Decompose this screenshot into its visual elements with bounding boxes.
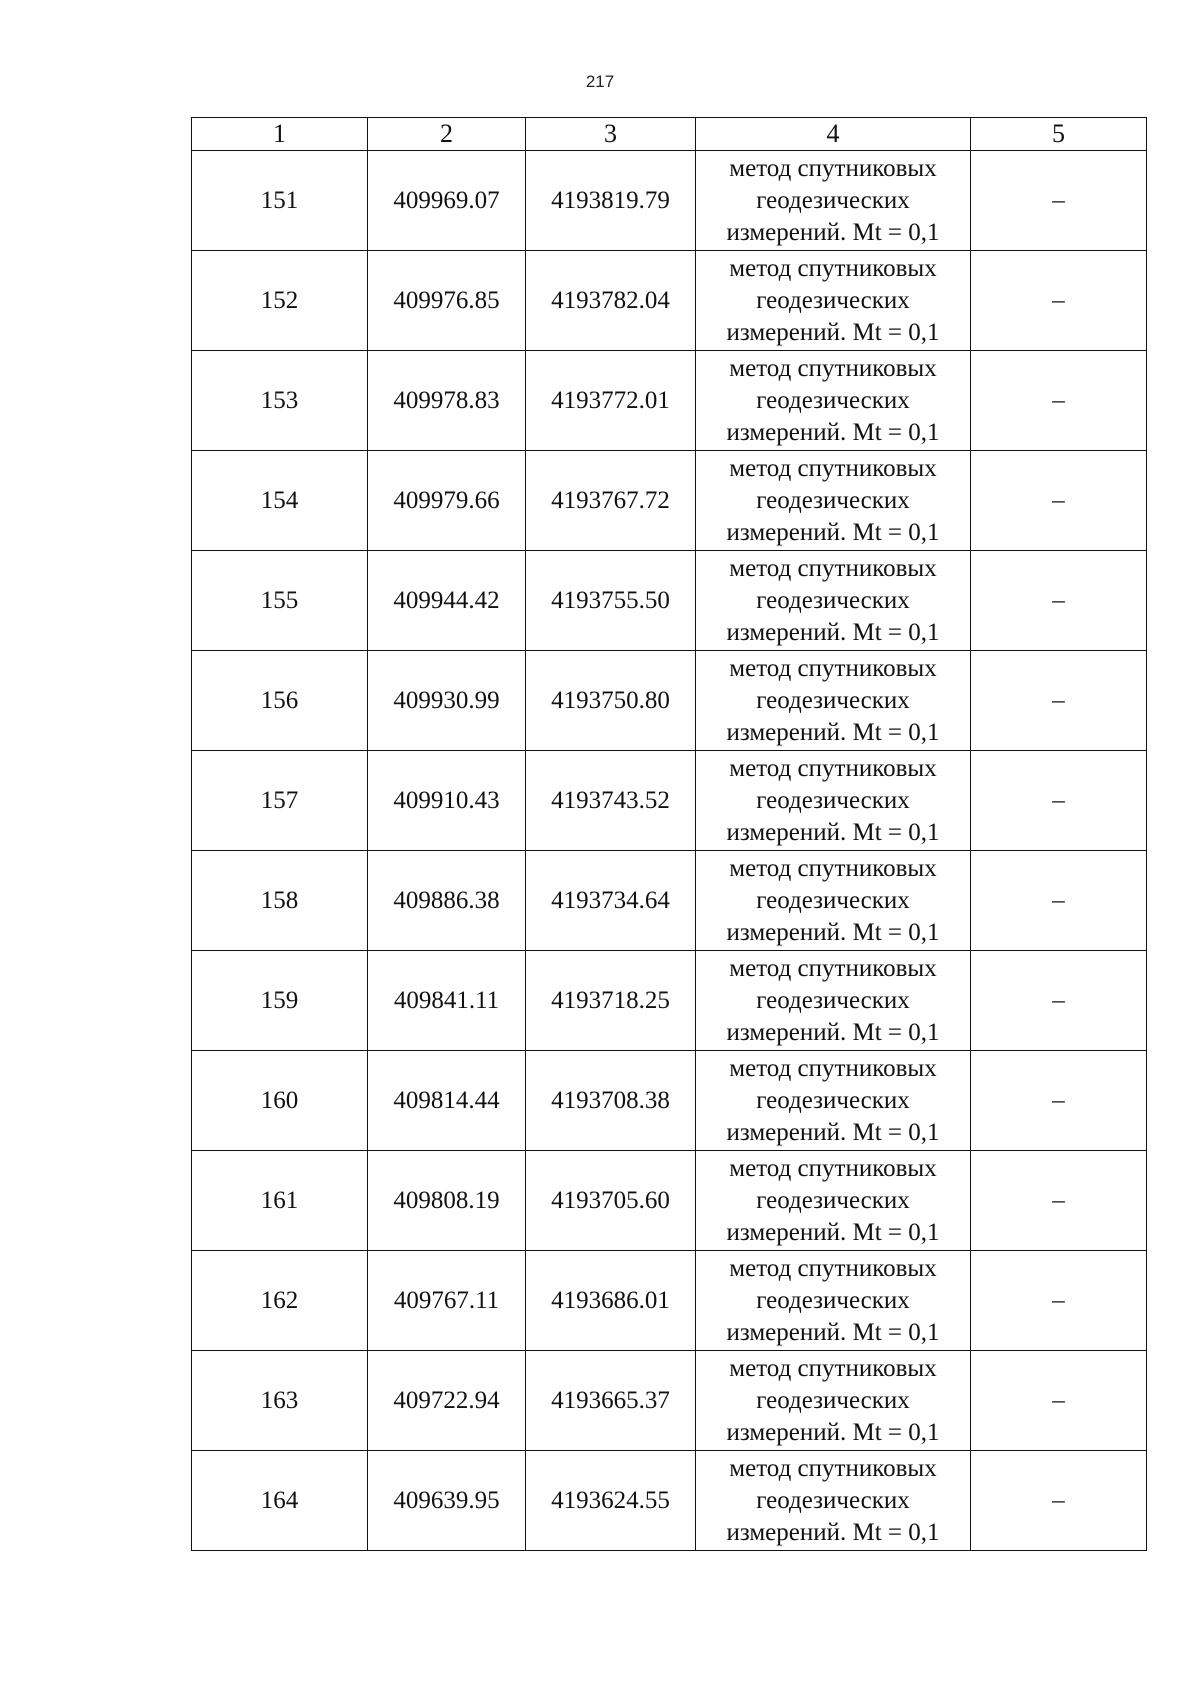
method-text-line1: метод спутниковых <box>729 254 937 282</box>
x-coordinate-cell: 409930.99 <box>368 651 526 751</box>
header-col-1: 1 <box>192 118 368 151</box>
table-row <box>192 451 1147 551</box>
x-coordinate-cell: 409979.66 <box>368 451 526 551</box>
col5-cell: – <box>971 1351 1147 1451</box>
point-number-cell: 155 <box>192 551 368 651</box>
x-coordinate-cell: 409639.95 <box>368 1451 526 1551</box>
method-text-line2: геодезических <box>756 1286 910 1314</box>
method-text-line1: метод спутниковых <box>729 1354 937 1382</box>
header-col-2: 2 <box>368 118 526 151</box>
table-row <box>192 951 1147 1051</box>
table-row <box>192 651 1147 751</box>
coordinates-table <box>191 117 1147 1551</box>
table-row <box>192 151 1147 251</box>
x-coordinate-cell: 409722.94 <box>368 1351 526 1451</box>
method-text-line3: измерений. Mt = 0,1 <box>726 1418 940 1446</box>
y-coordinate-cell: 4193819.79 <box>526 151 696 251</box>
method-text-line2: геодезических <box>756 286 910 314</box>
x-coordinate-cell: 409969.07 <box>368 151 526 251</box>
table-row <box>192 1451 1147 1551</box>
table-row <box>192 251 1147 351</box>
header-col-3: 3 <box>526 118 696 151</box>
method-text-line1: метод спутниковых <box>729 654 937 682</box>
col5-cell: – <box>971 251 1147 351</box>
method-text-line1: метод спутниковых <box>729 554 937 582</box>
method-cell <box>696 251 971 351</box>
method-cell <box>696 351 971 451</box>
method-text-line2: геодезических <box>756 1486 910 1514</box>
method-text-line3: измерений. Mt = 0,1 <box>726 718 940 746</box>
point-number-cell: 156 <box>192 651 368 751</box>
method-cell <box>696 1451 971 1551</box>
x-coordinate-cell: 409886.38 <box>368 851 526 951</box>
table-row <box>192 1251 1147 1351</box>
method-text-line1: метод спутниковых <box>729 454 937 482</box>
col5-cell: – <box>971 651 1147 751</box>
method-cell <box>696 1251 971 1351</box>
method-text-line1: метод спутниковых <box>729 1054 937 1082</box>
method-text-line1: метод спутниковых <box>729 854 937 882</box>
y-coordinate-cell: 4193734.64 <box>526 851 696 951</box>
method-text-line3: измерений. Mt = 0,1 <box>726 518 940 546</box>
method-text-line2: геодезических <box>756 186 910 214</box>
y-coordinate-cell: 4193718.25 <box>526 951 696 1051</box>
col5-cell: – <box>971 151 1147 251</box>
x-coordinate-cell: 409944.42 <box>368 551 526 651</box>
method-text-line3: измерений. Mt = 0,1 <box>726 818 940 846</box>
x-coordinate-cell: 409814.44 <box>368 1051 526 1151</box>
method-cell <box>696 1151 971 1251</box>
table-row <box>192 351 1147 451</box>
header-row <box>192 118 1147 151</box>
method-text-line2: геодезических <box>756 586 910 614</box>
point-number-cell: 164 <box>192 1451 368 1551</box>
point-number-cell: 158 <box>192 851 368 951</box>
method-cell <box>696 1351 971 1451</box>
method-cell <box>696 951 971 1051</box>
point-number-cell: 153 <box>192 351 368 451</box>
table-row <box>192 1051 1147 1151</box>
col5-cell: – <box>971 1451 1147 1551</box>
point-number-cell: 163 <box>192 1351 368 1451</box>
method-text-line2: геодезических <box>756 386 910 414</box>
y-coordinate-cell: 4193708.38 <box>526 1051 696 1151</box>
table-row <box>192 751 1147 851</box>
table-row <box>192 551 1147 651</box>
col5-cell: – <box>971 1251 1147 1351</box>
method-text-line2: геодезических <box>756 1386 910 1414</box>
col5-cell: – <box>971 551 1147 651</box>
table-row <box>192 1151 1147 1251</box>
method-text-line2: геодезических <box>756 986 910 1014</box>
point-number-cell: 157 <box>192 751 368 851</box>
col5-cell: – <box>971 951 1147 1051</box>
y-coordinate-cell: 4193772.01 <box>526 351 696 451</box>
method-text-line2: геодезических <box>756 886 910 914</box>
y-coordinate-cell: 4193767.72 <box>526 451 696 551</box>
method-cell <box>696 551 971 651</box>
point-number-cell: 162 <box>192 1251 368 1351</box>
page-number: 217 <box>585 72 615 91</box>
method-text-line2: геодезических <box>756 686 910 714</box>
point-number-cell: 160 <box>192 1051 368 1151</box>
col5-cell: – <box>971 1051 1147 1151</box>
method-text-line3: измерений. Mt = 0,1 <box>726 1218 940 1246</box>
method-text-line1: метод спутниковых <box>729 1154 937 1182</box>
x-coordinate-cell: 409808.19 <box>368 1151 526 1251</box>
method-text-line1: метод спутниковых <box>729 754 937 782</box>
col5-cell: – <box>971 851 1147 951</box>
method-text-line3: измерений. Mt = 0,1 <box>726 918 940 946</box>
method-text-line3: измерений. Mt = 0,1 <box>726 218 940 246</box>
method-text-line3: измерений. Mt = 0,1 <box>726 1018 940 1046</box>
col5-cell: – <box>971 1151 1147 1251</box>
table-row <box>192 851 1147 951</box>
x-coordinate-cell: 409767.11 <box>368 1251 526 1351</box>
y-coordinate-cell: 4193686.01 <box>526 1251 696 1351</box>
y-coordinate-cell: 4193782.04 <box>526 251 696 351</box>
method-text-line1: метод спутниковых <box>729 1454 937 1482</box>
method-cell <box>696 1051 971 1151</box>
point-number-cell: 154 <box>192 451 368 551</box>
x-coordinate-cell: 409910.43 <box>368 751 526 851</box>
table-body <box>192 151 1147 1551</box>
col5-cell: – <box>971 451 1147 551</box>
y-coordinate-cell: 4193665.37 <box>526 1351 696 1451</box>
method-text-line3: измерений. Mt = 0,1 <box>726 1518 940 1546</box>
col5-cell: – <box>971 351 1147 451</box>
method-text-line2: геодезических <box>756 786 910 814</box>
y-coordinate-cell: 4193705.60 <box>526 1151 696 1251</box>
col5-cell: – <box>971 751 1147 851</box>
method-text-line2: геодезических <box>756 1086 910 1114</box>
method-cell <box>696 151 971 251</box>
header-col-4: 4 <box>696 118 971 151</box>
method-cell <box>696 751 971 851</box>
y-coordinate-cell: 4193743.52 <box>526 751 696 851</box>
header-col-5: 5 <box>971 118 1147 151</box>
y-coordinate-cell: 4193750.80 <box>526 651 696 751</box>
point-number-cell: 151 <box>192 151 368 251</box>
table-row <box>192 1351 1147 1451</box>
method-text-line1: метод спутниковых <box>729 154 937 182</box>
method-text-line1: метод спутниковых <box>729 354 937 382</box>
method-cell <box>696 651 971 751</box>
y-coordinate-cell: 4193624.55 <box>526 1451 696 1551</box>
method-text-line3: измерений. Mt = 0,1 <box>726 1118 940 1146</box>
method-text-line3: измерений. Mt = 0,1 <box>726 418 940 446</box>
method-text-line3: измерений. Mt = 0,1 <box>726 618 940 646</box>
method-text-line2: геодезических <box>756 486 910 514</box>
method-text-line3: измерений. Mt = 0,1 <box>726 1318 940 1346</box>
point-number-cell: 152 <box>192 251 368 351</box>
method-text-line3: измерений. Mt = 0,1 <box>726 318 940 346</box>
point-number-cell: 159 <box>192 951 368 1051</box>
x-coordinate-cell: 409978.83 <box>368 351 526 451</box>
y-coordinate-cell: 4193755.50 <box>526 551 696 651</box>
method-cell <box>696 451 971 551</box>
x-coordinate-cell: 409976.85 <box>368 251 526 351</box>
point-number-cell: 161 <box>192 1151 368 1251</box>
x-coordinate-cell: 409841.11 <box>368 951 526 1051</box>
method-cell <box>696 851 971 951</box>
method-text-line2: геодезических <box>756 1186 910 1214</box>
method-text-line1: метод спутниковых <box>729 1254 937 1282</box>
method-text-line1: метод спутниковых <box>729 954 937 982</box>
